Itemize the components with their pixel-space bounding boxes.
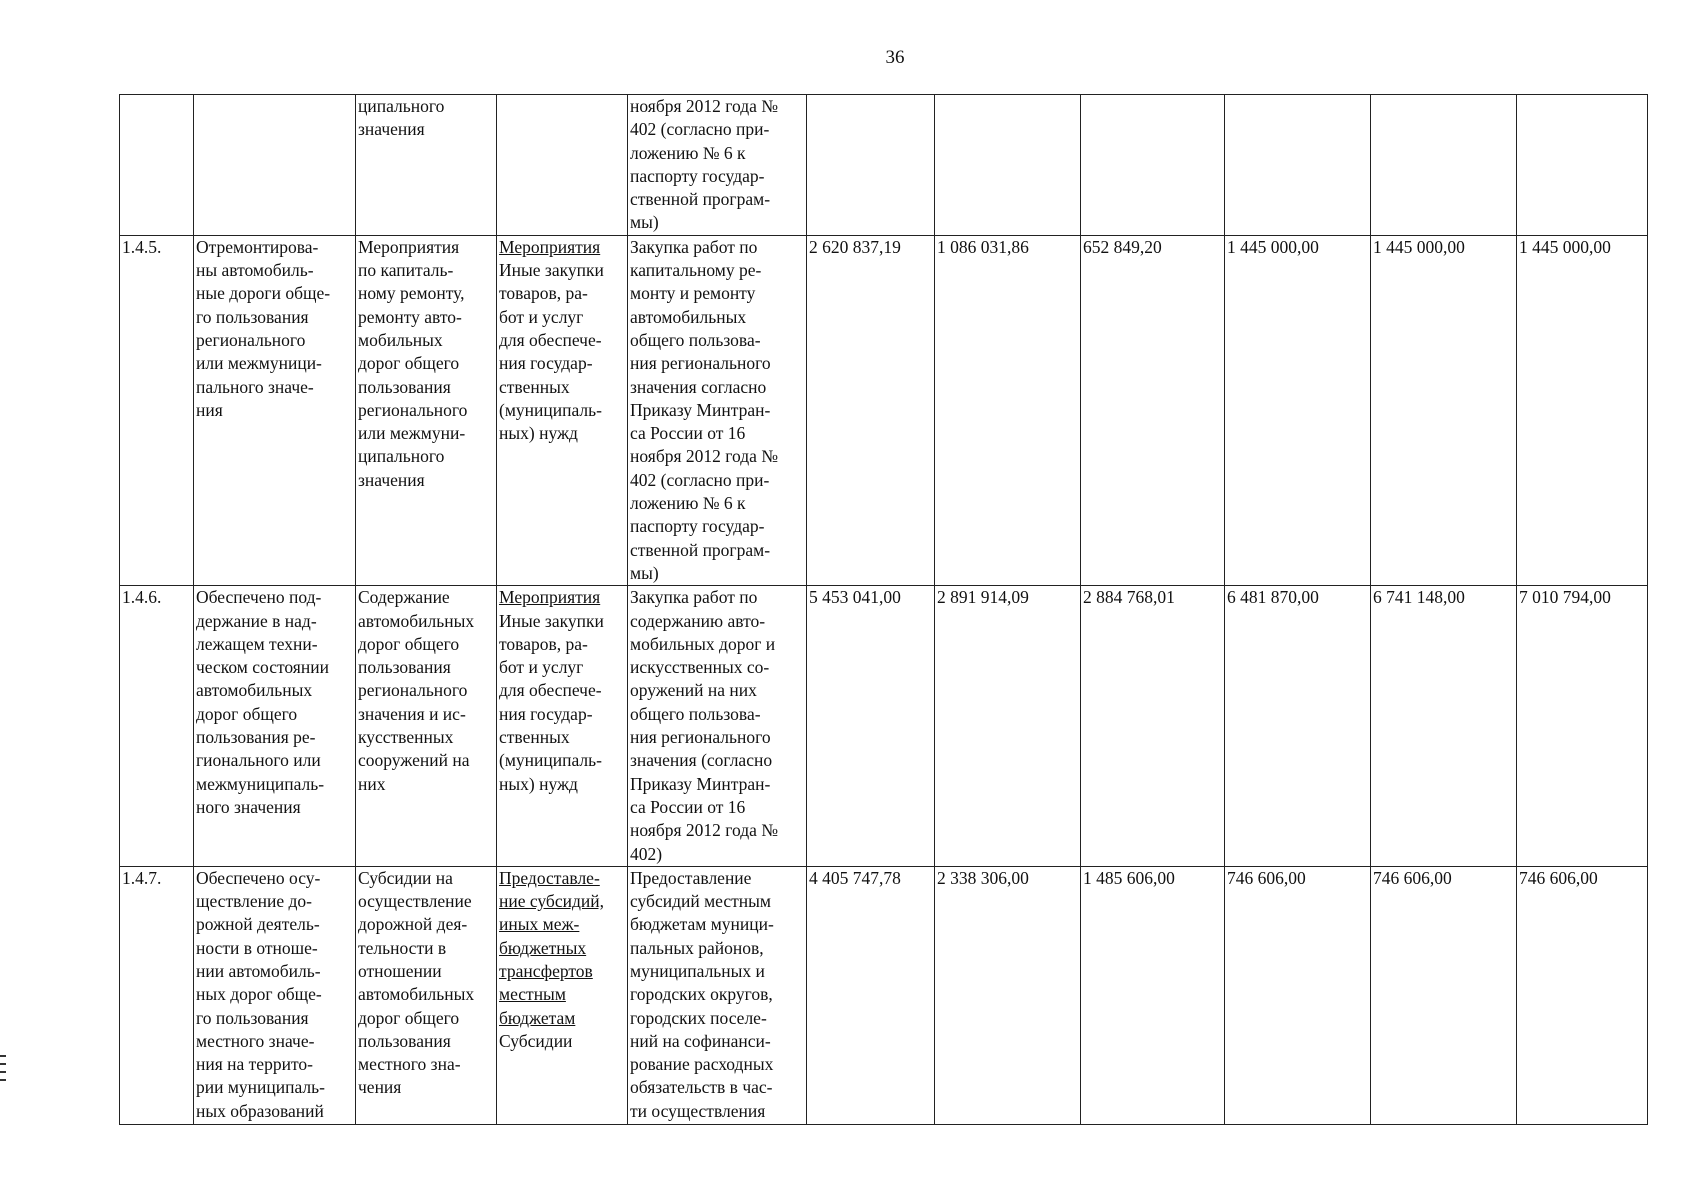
cell-line: Мероприятия	[358, 236, 460, 257]
cell-line: значения	[358, 469, 425, 490]
cell-line: 402)	[630, 843, 663, 864]
cell-line: ственных	[499, 727, 570, 748]
amount-cell: 1 445 000,00	[1371, 235, 1517, 585]
cell-line: (муниципаль-	[499, 750, 602, 771]
cell-line: дорог общего	[358, 353, 460, 374]
amount-cell: 2 620 837,19	[807, 235, 935, 585]
cell-line: общего пользова-	[630, 329, 761, 350]
cell-line: пользования	[358, 1030, 451, 1051]
cell-line: межмуниципаль-	[196, 773, 325, 794]
cell-line: городских поселе-	[630, 1007, 767, 1028]
cell-line: городских округов,	[630, 984, 773, 1005]
amount-cell: 746 606,00	[1371, 866, 1517, 1124]
cell-line: Субсидии	[499, 1030, 573, 1051]
cell-line: го пользования	[196, 1007, 309, 1028]
event-type	[499, 236, 625, 259]
cell-line: ремонту авто-	[358, 306, 462, 327]
cell-line: ния государ-	[499, 703, 593, 724]
cell-line: местного зна-	[358, 1054, 461, 1075]
cell-line: ных) нужд	[499, 423, 578, 444]
cell-line: содержанию авто-	[630, 610, 766, 631]
cell-line: автомобильных	[196, 680, 313, 701]
cell-line: ческом состоянии	[196, 657, 329, 678]
table-row	[120, 235, 1648, 585]
cell-line: ных) нужд	[499, 773, 578, 794]
cell-line: пального значе-	[196, 376, 314, 397]
cell-line: рии муниципаль-	[196, 1077, 325, 1098]
cell-line: искусственных со-	[630, 657, 770, 678]
amount-cell	[1081, 95, 1225, 236]
cell-line: бюджетам муници-	[630, 914, 774, 935]
cell-line: бот и услуг	[499, 306, 584, 327]
amount-cell: 1 445 000,00	[1225, 235, 1371, 585]
cell-line: рование расходных	[630, 1054, 774, 1075]
cell-line: автомобильных	[358, 610, 475, 631]
cell-line: тельности в	[358, 937, 447, 958]
cell-line: пользования	[358, 657, 451, 678]
cell-line: мобильных	[358, 329, 443, 350]
table-row	[120, 586, 1648, 867]
row-number: 1.4.5.	[120, 235, 194, 585]
work-description-cell	[628, 586, 807, 867]
cell-line: нии автомобиль-	[196, 960, 321, 981]
result-cell	[194, 866, 356, 1124]
cell-line: автомобильных	[630, 306, 747, 327]
cell-line: или межмуни-	[358, 423, 466, 444]
cell-line: местного значе-	[196, 1030, 315, 1051]
amount-cell: 6 481 870,00	[1225, 586, 1371, 867]
cell-line: мобильных дорог и	[630, 633, 776, 654]
cell-line: ния на террито-	[196, 1054, 313, 1075]
cell-line: общего пользова-	[630, 703, 761, 724]
cell-line: ния регионального	[630, 353, 771, 374]
result-cell	[194, 95, 356, 236]
cell-line: ципального	[358, 446, 445, 467]
cell-line: значения и ис-	[358, 703, 466, 724]
expense-type	[499, 259, 625, 445]
cell-line: для обеспече-	[499, 329, 602, 350]
cell-line: местным	[499, 984, 566, 1005]
work-description-cell	[628, 95, 807, 236]
cell-line: мы)	[630, 562, 659, 583]
amount-cell: 7 010 794,00	[1517, 586, 1648, 867]
cell-line: дорог общего	[358, 1007, 460, 1028]
cell-line: Приказу Минтран-	[630, 773, 771, 794]
cell-line: 402 (согласно при-	[630, 469, 770, 490]
cell-line: ноября 2012 года №	[630, 446, 779, 467]
amount-cell	[935, 95, 1081, 236]
cell-line: пользования	[358, 376, 451, 397]
cell-line: ноября 2012 года №	[630, 96, 779, 116]
cell-line: Иные закупки	[499, 260, 604, 281]
cell-line: паспорту государ-	[630, 516, 765, 537]
amount-cell: 2 338 306,00	[935, 866, 1081, 1124]
cell-line: ственной програм-	[630, 189, 771, 210]
work-description-cell	[628, 235, 807, 585]
amount-cell	[1517, 95, 1648, 236]
cell-line: 402 (согласно при-	[630, 119, 770, 140]
cell-line: ны автомобиль-	[196, 260, 314, 281]
cell-line: регионального	[196, 329, 306, 350]
cell-line: ные дороги обще-	[196, 283, 331, 304]
program-table	[119, 94, 1648, 1125]
event-cell	[497, 586, 628, 867]
cell-line: чения	[358, 1077, 402, 1098]
cell-line: обязательств в час-	[630, 1077, 773, 1098]
cell-line: рожной деятель-	[196, 914, 320, 935]
cell-line: Обеспечено осу-	[196, 867, 321, 888]
cell-line: регионального	[358, 399, 468, 420]
result-cell	[194, 235, 356, 585]
cell-line: Закупка работ по	[630, 236, 758, 257]
amount-cell: 2 891 914,09	[935, 586, 1081, 867]
cell-line: значения (согласно	[630, 750, 773, 771]
cell-line: мы)	[630, 212, 659, 233]
cell-line: или межмуници-	[196, 353, 322, 374]
cell-line: ственной програм-	[630, 539, 771, 560]
cell-line: Закупка работ по	[630, 587, 758, 608]
cell-line: иных меж-	[499, 914, 580, 935]
event-type	[499, 586, 625, 609]
row-number: 1.4.7.	[120, 866, 194, 1124]
cell-line: сооружений на	[358, 750, 470, 771]
amount-cell: 1 485 606,00	[1081, 866, 1225, 1124]
amount-cell: 1 086 031,86	[935, 235, 1081, 585]
event-cell	[497, 235, 628, 585]
cell-line: субсидий местным	[630, 891, 771, 912]
cell-line: пальных районов,	[630, 937, 764, 958]
cell-line: паспорту государ-	[630, 165, 765, 186]
cell-line: ния государ-	[499, 353, 593, 374]
cell-line: лежащем техни-	[196, 633, 318, 654]
cell-line: них	[358, 773, 386, 794]
amount-cell: 4 405 747,78	[807, 866, 935, 1124]
result-cell	[194, 586, 356, 867]
page-number: 36	[885, 47, 905, 68]
cell-line: Обеспечено под-	[196, 587, 322, 608]
cell-line: ципального	[358, 96, 445, 116]
amount-cell: 6 741 148,00	[1371, 586, 1517, 867]
cell-line: Субсидии на	[358, 867, 453, 888]
cell-line: го пользования	[196, 306, 309, 327]
measure-cell	[356, 95, 497, 236]
amount-cell: 746 606,00	[1517, 866, 1648, 1124]
cell-line: ноября 2012 года №	[630, 820, 779, 841]
cell-line: ществление до-	[196, 891, 312, 912]
measure-cell	[356, 586, 497, 867]
amount-cell	[1371, 95, 1517, 236]
cell-line: ложению № 6 к	[630, 493, 746, 514]
cell-line: са России от 16	[630, 796, 746, 817]
expense-type	[499, 1030, 625, 1053]
cell-line: бот и услуг	[499, 657, 584, 678]
table-row	[120, 866, 1648, 1124]
row-number	[120, 95, 194, 236]
amount-cell: 652 849,20	[1081, 235, 1225, 585]
cell-line: (муниципаль-	[499, 399, 602, 420]
event-cell	[497, 95, 628, 236]
measure-cell	[356, 866, 497, 1124]
scan-marks	[0, 1055, 6, 1087]
measure-cell	[356, 235, 497, 585]
cell-line: дорог общего	[196, 703, 298, 724]
cell-line: Предоставле-	[499, 867, 600, 888]
cell-line: ных дорог обще-	[196, 984, 322, 1005]
cell-line: ных образований	[196, 1100, 324, 1121]
cell-line: муниципальных и	[630, 960, 765, 981]
cell-line: трансфертов	[499, 960, 593, 981]
cell-line: держание в над-	[196, 610, 317, 631]
amount-cell: 2 884 768,01	[1081, 586, 1225, 867]
cell-line: дорог общего	[358, 633, 460, 654]
cell-line: отношении	[358, 960, 442, 981]
cell-line: ний на софинанси-	[630, 1030, 771, 1051]
event-type	[499, 867, 625, 1030]
cell-line: ному ремонту,	[358, 283, 465, 304]
amount-cell: 746 606,00	[1225, 866, 1371, 1124]
cell-line: оружений на них	[630, 680, 757, 701]
cell-line: ного значения	[196, 796, 301, 817]
amount-cell	[807, 95, 935, 236]
table-row	[120, 95, 1648, 236]
cell-line: регионального	[358, 680, 468, 701]
amount-cell: 1 445 000,00	[1517, 235, 1648, 585]
cell-line: бюджетам	[499, 1007, 576, 1028]
work-description-cell	[628, 866, 807, 1124]
cell-line: товаров, ра-	[499, 283, 588, 304]
cell-line: Приказу Минтран-	[630, 399, 771, 420]
cell-line: товаров, ра-	[499, 633, 588, 654]
cell-line: Предоставление	[630, 867, 752, 888]
cell-line: бюджетных	[499, 937, 587, 958]
cell-line: ти осуществления	[630, 1100, 766, 1121]
cell-line: Мероприятия	[499, 236, 601, 257]
cell-line: ния	[196, 399, 223, 420]
amount-cell	[1225, 95, 1371, 236]
expense-type	[499, 610, 625, 796]
row-number: 1.4.6.	[120, 586, 194, 867]
cell-line: монту и ремонту	[630, 283, 756, 304]
cell-line: ния регионального	[630, 727, 771, 748]
cell-line: Иные закупки	[499, 610, 604, 631]
cell-line: автомобильных	[358, 984, 475, 1005]
amount-cell: 5 453 041,00	[807, 586, 935, 867]
cell-line: гионального или	[196, 750, 321, 771]
cell-line: значения согласно	[630, 376, 767, 397]
cell-line: пользования ре-	[196, 727, 316, 748]
cell-line: ложению № 6 к	[630, 142, 746, 163]
cell-line: ности в отноше-	[196, 937, 318, 958]
cell-line: по капиталь-	[358, 260, 454, 281]
cell-line: для обеспече-	[499, 680, 602, 701]
cell-line: Мероприятия	[499, 587, 601, 608]
cell-line: ственных	[499, 376, 570, 397]
cell-line: осуществление	[358, 891, 472, 912]
event-cell	[497, 866, 628, 1124]
cell-line: Отремонтирова-	[196, 236, 319, 257]
cell-line: Содержание	[358, 587, 450, 608]
cell-line: капитальному ре-	[630, 260, 762, 281]
cell-line: дорожной дея-	[358, 914, 468, 935]
cell-line: значения	[358, 119, 425, 140]
cell-line: ние субсидий,	[499, 891, 604, 912]
cell-line: са России от 16	[630, 423, 746, 444]
cell-line: кусственных	[358, 727, 454, 748]
